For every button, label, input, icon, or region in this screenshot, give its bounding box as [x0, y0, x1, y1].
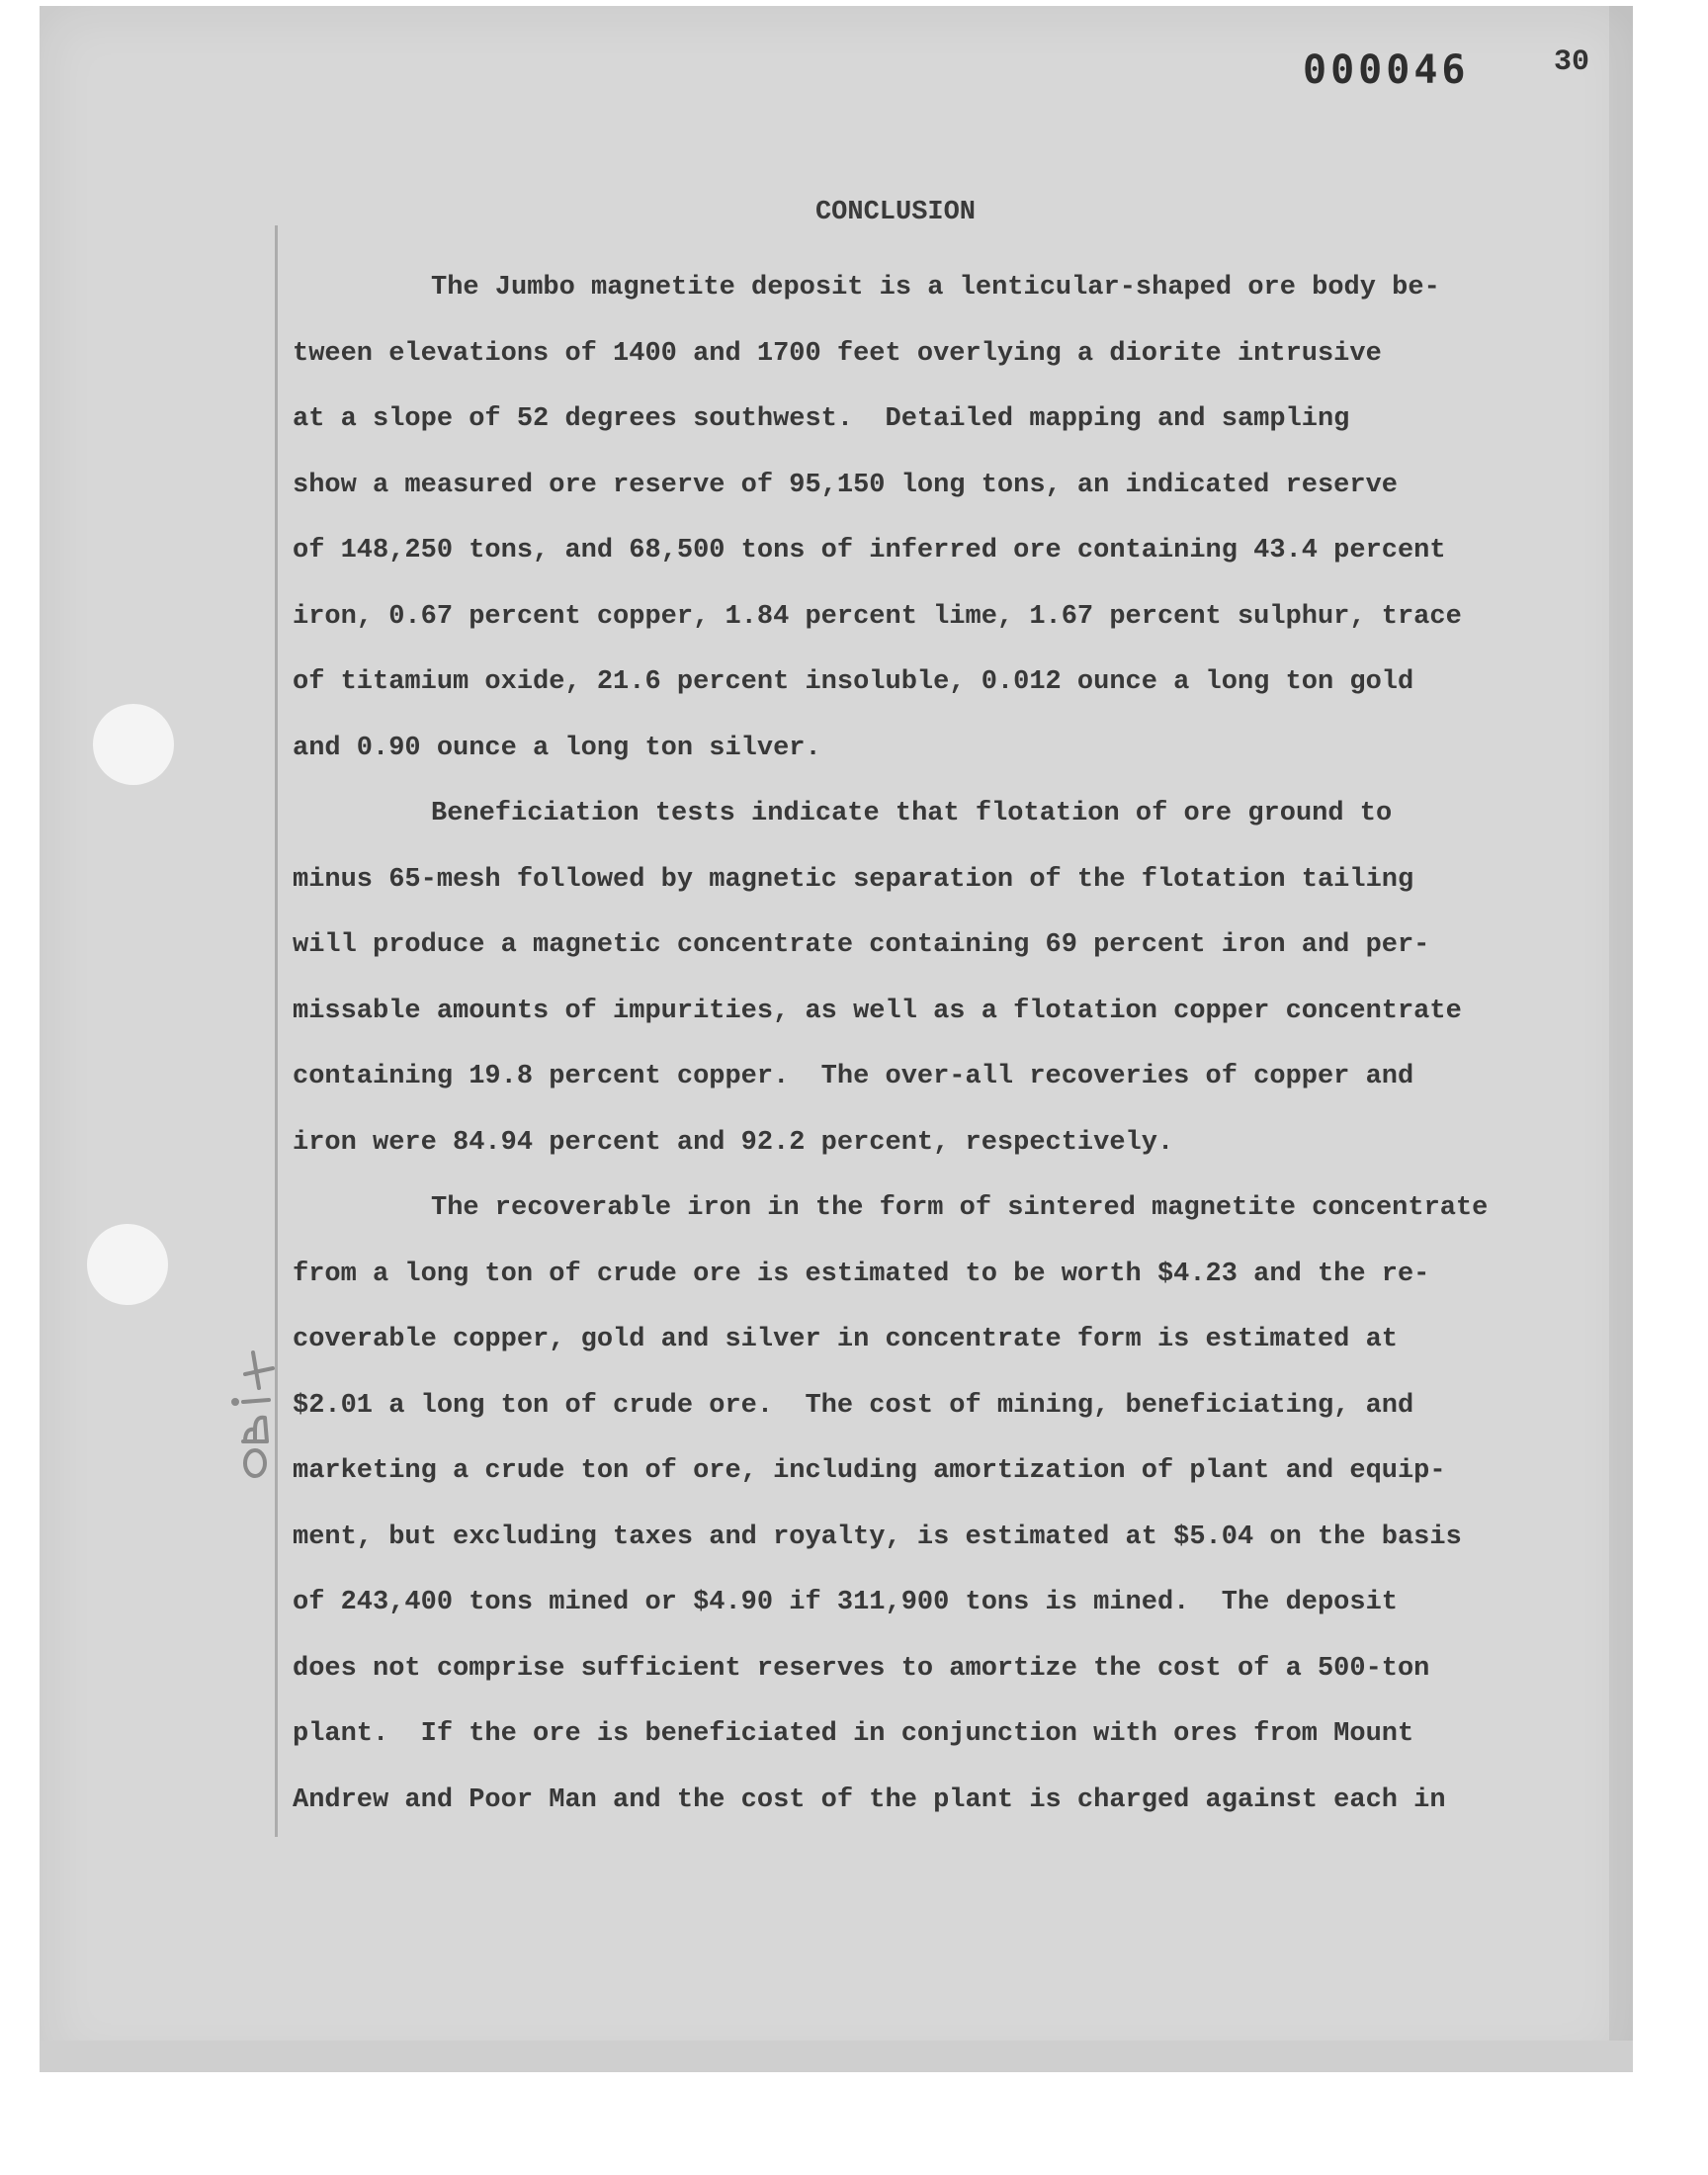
conclusion-body	[293, 255, 1548, 1833]
text-line: $2.01 a long ton of crude ore. The cost of mining, beneficiating, and	[293, 1390, 1414, 1421]
text-line: Andrew and Poor Man and the cost of the plant is charged against each in	[293, 1784, 1446, 1815]
text-line: of 243,400 tons mined or $4.90 if 311,900 tons is mined. The deposit	[293, 1588, 1398, 1617]
text-line: Beneficiation tests indicate that flotation of ore ground to	[431, 799, 1393, 828]
text-line: containing 19.8 percent copper. The over-all recoveries of copper and	[293, 1062, 1414, 1091]
margin-line	[275, 225, 278, 1837]
text-line: plant. If the ore is beneficiated in conjunction with ores from Mount	[293, 1719, 1414, 1749]
text-line: from a long ton of crude ore is estimated to be worth $4.23 and the re-	[293, 1259, 1430, 1289]
page-number: 30	[1554, 45, 1590, 79]
text-line: does not comprise sufficient reserves to amortize the cost of a 500-ton	[293, 1653, 1430, 1684]
text-line: at a slope of 52 degrees southwest. Detailed mapping and sampling	[293, 404, 1350, 434]
punch-hole-lower	[87, 1224, 168, 1305]
scan-bottom-edge	[40, 2041, 1633, 2072]
text-line: missable amounts of impurities, as well as a flotation copper concentrate	[293, 996, 1462, 1026]
text-line: show a measured ore reserve of 95,150 long tons, an indicated reserve	[293, 470, 1398, 500]
text-line: The Jumbo magnetite deposit is a lenticular-shaped ore body be-	[431, 273, 1440, 303]
handwritten-margin-note	[215, 1305, 295, 1483]
text-line: The recoverable iron in the form of sintered magnetite concentrate	[431, 1193, 1489, 1223]
text-line: iron, 0.67 percent copper, 1.84 percent lime, 1.67 percent sulphur, trace	[293, 601, 1462, 632]
text-line: marketing a crude ton of ore, including amortization of plant and equip-	[293, 1456, 1446, 1486]
text-line: minus 65-mesh followed by magnetic separation of the flotation tailing	[293, 864, 1414, 895]
text-line: coverable copper, gold and silver in concentrate form is estimated at	[293, 1325, 1398, 1354]
text-line: iron were 84.94 percent and 92.2 percent, respectively.	[293, 1127, 1174, 1158]
text-line: ment, but excluding taxes and royalty, is estimated at $5.04 on the basis	[293, 1522, 1462, 1552]
text-line: tween elevations of 1400 and 1700 feet overlying a diorite intrusive	[293, 338, 1382, 369]
text-line: and 0.90 ounce a long ton silver.	[293, 733, 821, 763]
text-line: of 148,250 tons, and 68,500 tons of inferred ore containing 43.4 percent	[293, 536, 1446, 566]
punch-hole-upper	[93, 704, 174, 785]
document-number: 000046	[1303, 47, 1470, 93]
text-line: of titamium oxide, 21.6 percent insoluble, 0.012 ounce a long ton gold	[293, 667, 1414, 697]
section-heading: CONCLUSION	[814, 198, 977, 227]
text-line: will produce a magnetic concentrate containing 69 percent iron and per-	[293, 930, 1430, 960]
